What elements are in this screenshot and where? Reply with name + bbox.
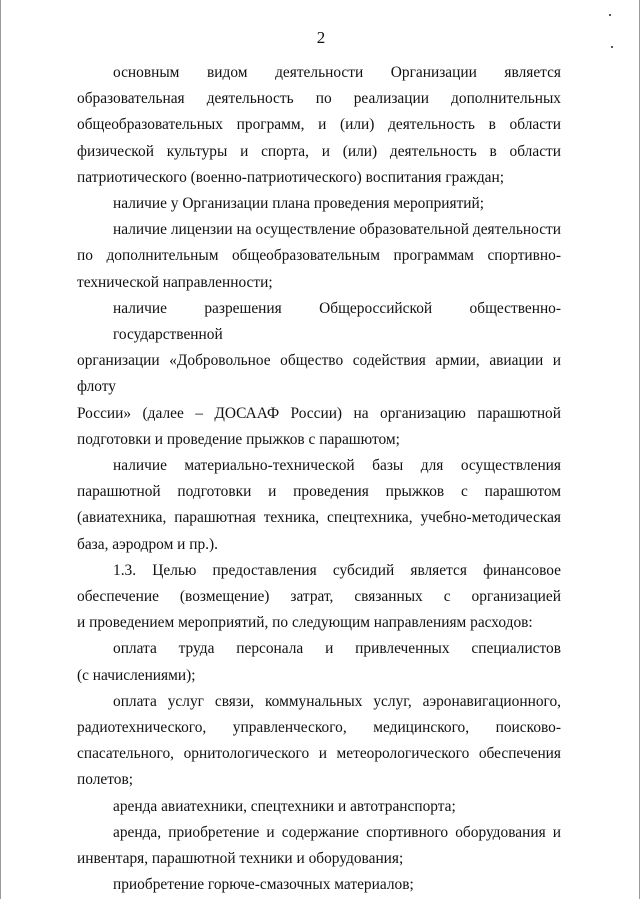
paragraph xyxy=(77,453,561,558)
paragraph xyxy=(77,558,561,637)
paragraph xyxy=(77,217,561,296)
paragraph xyxy=(77,60,561,191)
text-line: полетов; xyxy=(77,771,134,789)
text-line: спасательного, орнитологического и метеорологического обеспечения xyxy=(77,745,561,763)
text-line: подготовки и проведение прыжков с парашютом; xyxy=(77,430,400,448)
paragraph xyxy=(77,191,561,217)
paragraph xyxy=(77,296,561,453)
text-line: патриотического (военно-патриотического) воспитания граждан; xyxy=(77,168,504,186)
text-line: наличие лицензии на осуществление образовательной деятельности xyxy=(113,221,561,239)
text-line: общеобразовательных программ, и (или) деятельность в области xyxy=(77,116,561,134)
text-line: наличие разрешения Общероссийской общественно-государственной xyxy=(113,299,561,344)
text-line: физической культуры и спорта, и (или) деятельность в области xyxy=(77,142,561,160)
text-line: инвентаря, парашютной техники и оборудования; xyxy=(77,850,404,868)
text-line: по дополнительным общеобразовательным программам спортивно- xyxy=(77,247,561,265)
text-line: радиотехнического, управленческого, медицинского, поисково- xyxy=(77,719,561,737)
text-line: оплата услуг связи, коммунальных услуг, аэронавигационного, xyxy=(113,692,561,710)
text-line: обеспечение (возмещение) затрат, связанных с организацией xyxy=(77,588,561,606)
text-line: оплата труда персонала и привлеченных специалистов xyxy=(113,640,561,658)
text-line: 1.3. Целью предоставления субсидий является финансовое xyxy=(113,561,561,579)
scan-specks xyxy=(605,12,615,52)
paragraph xyxy=(77,636,561,688)
text-line: технической направленности; xyxy=(77,273,273,291)
paragraph xyxy=(77,689,561,794)
text-line: база, аэродром и пр.). xyxy=(77,535,219,553)
text-line: России» (далее – ДОСААФ России) на организацию парашютной xyxy=(77,404,561,422)
paragraph xyxy=(77,820,561,872)
text-line: аренда, приобретение и содержание спортивного оборудования и xyxy=(113,823,561,841)
text-line: аренда авиатехники, спецтехники и автотранспорта; xyxy=(113,797,456,815)
text-line: основным видом деятельности Организации является xyxy=(113,64,561,81)
text-line: и проведением мероприятий, по следующим направлениям расходов: xyxy=(77,614,533,632)
paragraph xyxy=(77,872,561,898)
text-line: организации «Добровольное общество содействия армии, авиации и флоту xyxy=(77,352,561,396)
paragraph xyxy=(77,794,561,820)
text-line: наличие материально-технической базы для осуществления xyxy=(113,457,561,475)
text-line: парашютной подготовки и проведения прыжков с парашютом xyxy=(77,483,561,501)
page-number: 2 xyxy=(316,28,326,47)
text-line: приобретение горюче-смазочных материалов; xyxy=(113,876,414,894)
text-line: наличие у Организации плана проведения мероприятий; xyxy=(113,195,485,213)
document-body xyxy=(77,60,561,899)
text-line: образовательная деятельность по реализации дополнительных xyxy=(77,90,561,108)
text-line: (с начислениями); xyxy=(77,666,196,684)
text-line: (авиатехника, парашютная техника, спецтехника, учебно-методическая xyxy=(77,509,561,527)
